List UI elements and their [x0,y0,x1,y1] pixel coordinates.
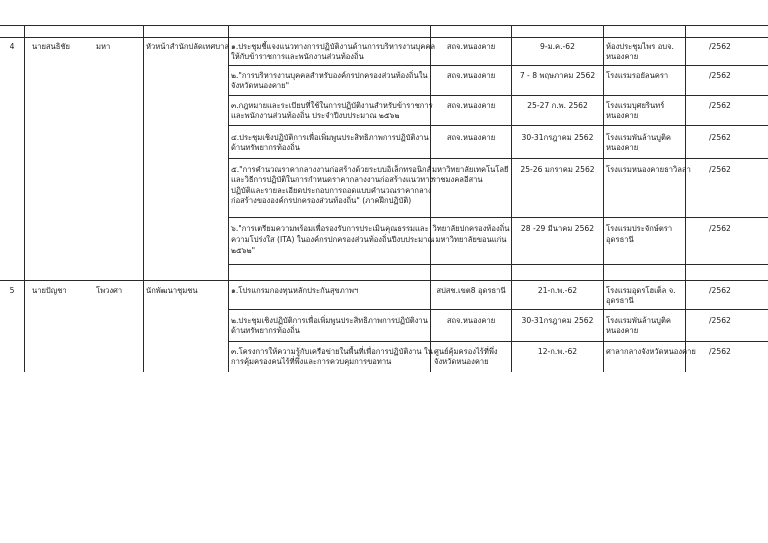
row-divider [0,37,768,38]
venue: อุดรธานี [606,296,634,305]
course-title: ก่อสร้างขององค์กรปกครองส่วนท้องถิ่น" (ภาคฝึกปฏิบัติ) [231,196,412,205]
organizer: สถจ.หนองคาย [446,42,496,51]
row-divider [0,25,768,26]
course-title: และวิธีการปฏิบัติในการกำหนดราคากลางงานก่อสร้างแนวทาง [231,175,434,184]
training-date: 28 -29 มีนาคม 2562 [520,224,595,233]
row-divider [228,95,768,96]
person-first-name: นายสนธิชัย [32,42,70,51]
venue: โรงแรมพันล้านบูติค [606,316,671,325]
column-divider [143,25,144,372]
venue: อุดรธานี [606,235,634,244]
course-title: ด้านทรัพยากรท้องถิ่น [231,326,300,335]
venue: หนองคาย [606,326,639,335]
training-date: 30-31กรฎาคม 2562 [521,316,594,325]
row-divider [228,341,768,342]
training-date: 21-ก.พ.-62 [537,286,578,295]
organizer: สถจ.หนองคาย [446,316,496,325]
row-divider [228,264,768,265]
course-title: ปฏิบัติและรายละเอียดประกอบการถอดแบบคำนวณราคากลาง [231,186,432,195]
column-divider [685,25,686,372]
course-title: ๓.กฎหมายและระเบียบที่ใช้ในการปฏิบัติงานสำหรับข้าราชการ [231,101,433,110]
organizer: ศูนย์คุ้มครองไร้ที่พึ่ง [434,347,498,356]
course-title: ๖."การเตรียมความพร้อมเพื่อรองรับการประเมินคุณธรรมและ [231,224,429,233]
course-title: ๔.ประชุมเชิงปฏิบัติการเพื่อเพิ่มพูนประสิทธิภาพการปฏิบัติงาน [231,133,429,142]
training-date: 12-ก.พ.-62 [537,347,578,356]
column-divider [24,25,25,372]
venue: ศาลากลางจังหวัดหนองคาย [606,347,696,356]
course-title: ๑.ประชุมชี้แจงแนวทางการปฏิบัติงานด้านการบริหารงานบุคคล [231,42,436,51]
column-divider [228,25,229,372]
venue: โรงแรมพันล้านบูติค [606,133,671,142]
row-divider [228,65,768,66]
person-last-name: โพวงศา [96,286,123,295]
course-title: และพนักงานส่วนท้องถิ่น ประจำปีงบประมาณ ๒๕๖๒ [231,111,400,120]
venue: โรงแรมอุดรโฮเต็ล จ. [606,286,676,295]
course-title: จังหวัดหนองคาย" [231,81,290,90]
organizer: ราชมงคลอีสาน [432,175,483,184]
row-divider [228,217,768,218]
organizer: สถจ.หนองคาย [446,101,496,110]
record-number: 4 [9,42,15,51]
course-title: ๕."การคำนวณราคากลางงานก่อสร้างด้วยระบบอิเล็กทรอนิกส์ [231,165,432,174]
fiscal-year: /2562 [709,286,731,295]
row-divider [228,309,768,310]
course-title: ๒.ประชุมเชิงปฏิบัติการเพื่อเพิ่มพูนประสิทธิภาพการปฏิบัติงาน [231,316,428,325]
organizer: มหาวิทยาลัยเทคโนโลยี [432,165,509,174]
training-date: 30-31กรฎาคม 2562 [521,133,594,142]
person-position: หัวหน้าสำนักปลัดเทศบาล [146,42,229,51]
fiscal-year: /2562 [709,101,731,110]
course-title: ๒."การบริหารงานบุคคลสำหรับองค์กรปกครองส่วนท้องถิ่นใน [231,71,428,80]
venue: หนองคาย [606,52,639,61]
fiscal-year: /2562 [709,42,731,51]
fiscal-year: /2562 [709,71,731,80]
row-divider [0,280,768,281]
course-title: ความโปร่งใส (ITA) ในองค์กรปกครองส่วนท้องถิ่นปีงบประมาณ [231,235,435,244]
fiscal-year: /2562 [709,165,731,174]
organizer: วิทยาลัยปกครองท้องถิ่น [432,224,510,233]
venue: หนองคาย [606,111,639,120]
course-title: ๒๕๖๒" [231,246,256,255]
row-divider [228,125,768,126]
venue: โรงแรมหนองคายธาวิลล่า [606,165,691,174]
fiscal-year: /2562 [709,316,731,325]
course-title: การคุ้มครองคนไร้ที่พึ่งและการควบคุมการขอทาน [231,357,392,366]
person-first-name: นายปัญชา [32,286,67,295]
training-date: 7 - 8 พฤษภาคม 2562 [519,71,596,80]
organizer: มหาวิทยาลัยขอนแก่น [435,235,507,244]
course-title: ให้กับข้าราชการและพนักงานส่วนท้องถิ่น [231,52,364,61]
column-divider [603,25,604,372]
training-date: 25-26 มกราคม 2562 [520,165,595,174]
record-number: 5 [9,286,15,295]
fiscal-year: /2562 [709,224,731,233]
person-position: นักพัฒนาชุมชน [146,286,198,295]
organizer: สปสช.เขต8 อุดรธานี [436,286,506,295]
venue: โรงแรมบุศยรินทร์ [606,101,665,110]
course-title: ๓.โครงการให้ความรู้กับเครือข่ายในพื้นที่เพื่อการปฏิบัติงาน ใน [231,347,433,356]
training-date: 25-27 ก.พ. 2562 [527,101,588,110]
course-title: ๑.โปรแกรมกองทุนหลักประกันสุขภาพฯ [231,286,359,295]
organizer: จังหวัดหนองคาย [434,357,489,366]
person-last-name: มหา [96,42,111,51]
organizer: สถจ.หนองคาย [446,71,496,80]
venue: โรงแรมประจักษ์ตรา [606,224,673,233]
venue: โรงแรมรอยัลนครา [606,71,669,80]
venue: หนองคาย [606,143,639,152]
organizer: สถจ.หนองคาย [446,133,496,142]
fiscal-year: /2562 [709,347,731,356]
course-title: ด้านทรัพยากรท้องถิ่น [231,143,300,152]
training-date: 9-ม.ค.-62 [540,42,575,51]
row-divider [228,158,768,159]
venue: ห้องประชุมไพร อบจ. [606,42,674,51]
fiscal-year: /2562 [709,133,731,142]
